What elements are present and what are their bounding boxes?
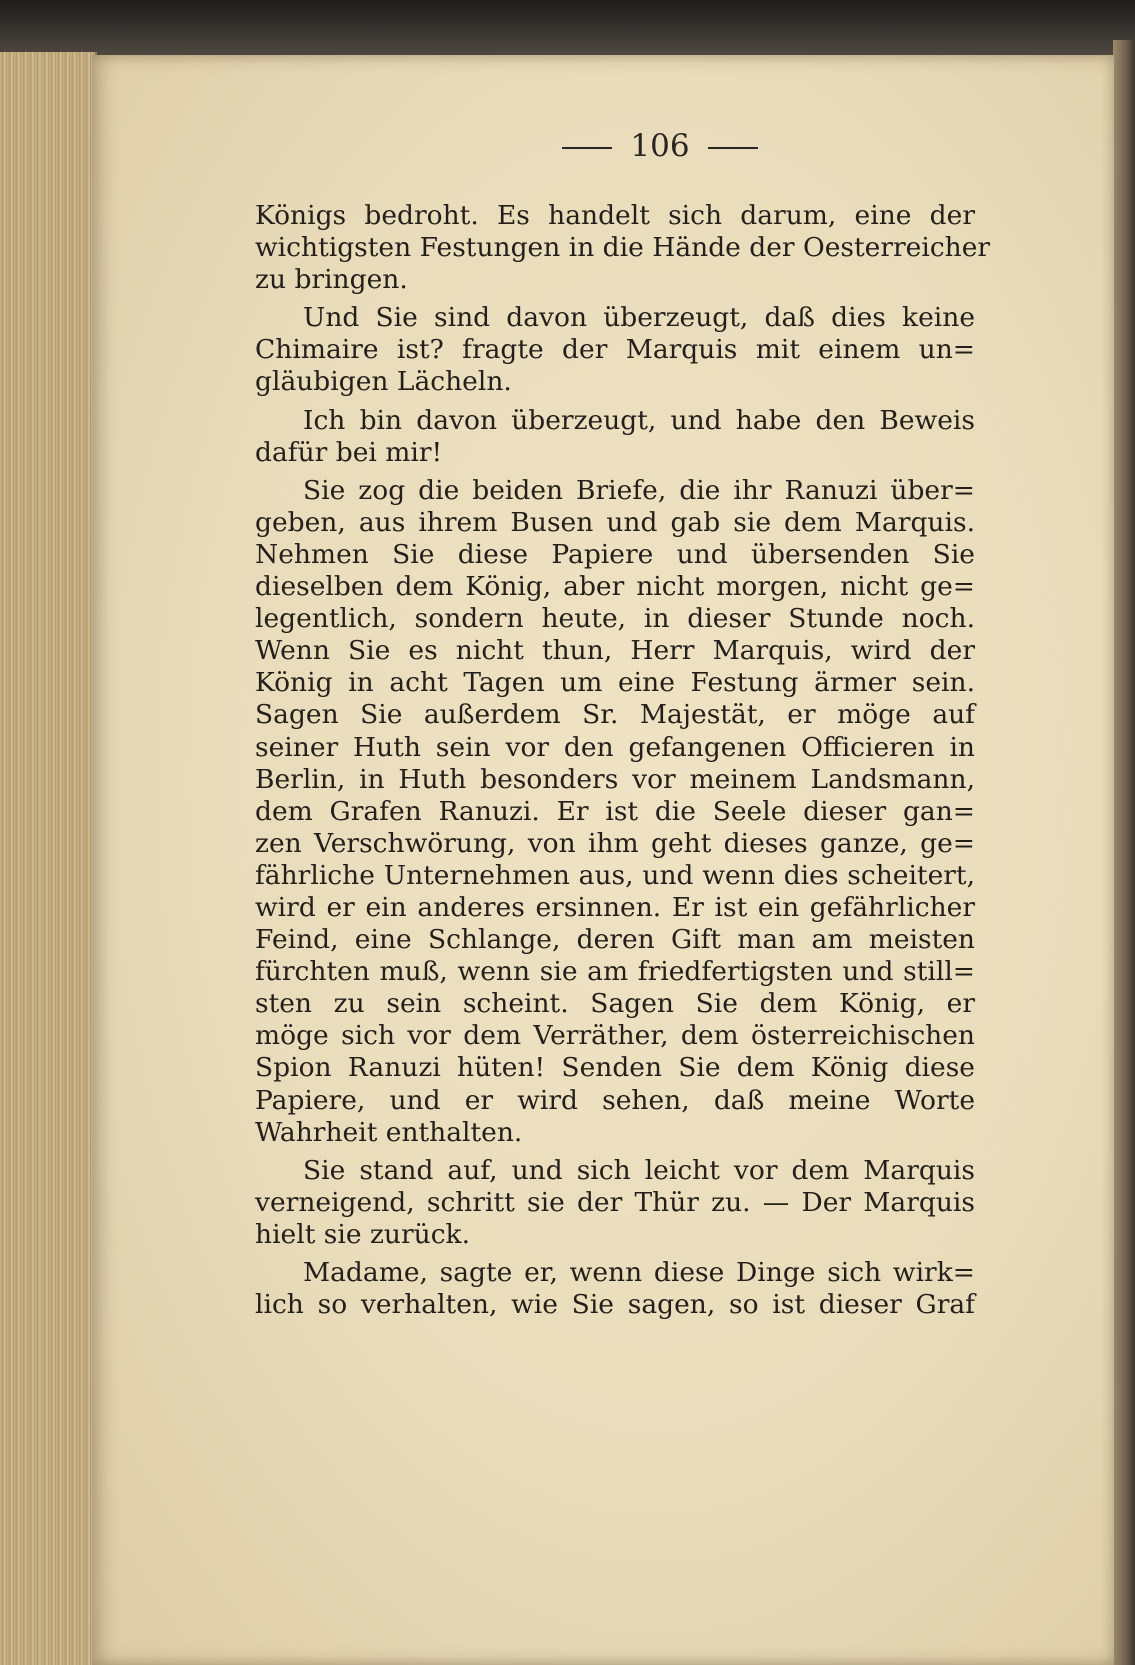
text-line: Sagen Sie außerdem Sr. Majestät, er möge auf	[255, 699, 975, 731]
text-line: wird er ein anderes ersinnen. Er ist ein gefährlicher	[255, 891, 975, 923]
paragraph	[255, 405, 975, 469]
text-line: Nehmen Sie diese Papiere und übersenden Sie	[255, 538, 975, 570]
text-line: geben, aus ihrem Busen und gab sie dem Marquis.	[255, 506, 975, 538]
text-line: zu bringen.	[255, 264, 408, 296]
text-line: Madame, sagte er, wenn diese Dinge sich wirk=	[303, 1257, 975, 1288]
paragraph	[255, 302, 975, 398]
text-line: wichtigsten Festungen in die Hände der Oesterreicher	[255, 232, 991, 264]
text-line: lich so verhalten, wie Sie sagen, so ist dieser Graf	[255, 1289, 975, 1321]
text-line: Chimaire ist? fragte der Marquis mit einem un=	[255, 334, 975, 366]
text-line: Wenn Sie es nicht thun, Herr Marquis, wird der	[255, 635, 975, 667]
text-line: Sie zog die beiden Briefe, die ihr Ranuzi über=	[303, 474, 975, 506]
text-line: Feind, eine Schlange, deren Gift man am meisten	[255, 924, 975, 956]
text-line: Ich bin davon überzeugt, und habe den Beweis	[303, 404, 975, 436]
text-line: dafür bei mir!	[255, 436, 443, 468]
text-line: Spion Ranuzi hüten! Senden Sie dem König diese	[255, 1052, 975, 1084]
text-line: zen Verschwörung, von ihm geht dieses ganze, ge=	[255, 827, 975, 859]
text-line: sten zu sein scheint. Sagen Sie dem König, er	[255, 988, 975, 1020]
paragraph	[255, 475, 975, 1149]
text-line: Papiere, und er wird sehen, daß meine Worte	[255, 1084, 975, 1116]
page-header	[540, 128, 780, 164]
text-line: legentlich, sondern heute, in dieser Stunde noch.	[255, 603, 975, 635]
page-edges-right	[1113, 40, 1135, 1665]
text-line: König in acht Tagen um eine Festung ärmer sein.	[255, 667, 975, 699]
text-line: seiner Huth sein vor den gefangenen Officieren in	[255, 731, 975, 763]
paragraph	[255, 1155, 975, 1251]
body-text	[255, 200, 991, 1327]
text-line: Königs bedroht. Es handelt sich darum, eine der	[255, 200, 975, 231]
paragraph	[255, 200, 991, 296]
book-cover-edge	[0, 0, 1135, 58]
text-line: möge sich vor dem Verräther, dem österreichischen	[255, 1020, 975, 1052]
paragraph	[255, 1257, 975, 1321]
text-line: Berlin, in Huth besonders vor meinem Landsmann,	[255, 763, 975, 795]
text-line: Und Sie sind davon überzeugt, daß dies keine	[303, 302, 975, 334]
page-edges-left	[0, 52, 97, 1665]
text-line: fürchten muß, wenn sie am friedfertigsten und still=	[255, 956, 975, 988]
page-number: 106	[630, 128, 690, 164]
text-line: verneigend, schritt sie der Thür zu. — Der Marquis	[255, 1186, 975, 1218]
text-line: fährliche Unternehmen aus, und wenn dies scheitert,	[255, 859, 975, 891]
text-line: dieselben dem König, aber nicht morgen, nicht ge=	[255, 571, 975, 603]
text-line: Wahrheit enthalten.	[255, 1116, 523, 1148]
header-dash-left	[562, 147, 612, 149]
text-line: hielt sie zurück.	[255, 1218, 471, 1250]
text-line: Sie stand auf, und sich leicht vor dem Marquis	[303, 1154, 975, 1186]
text-line: dem Grafen Ranuzi. Er ist die Seele dieser gan=	[255, 795, 975, 827]
text-line: gläubigen Lächeln.	[255, 366, 512, 398]
header-dash-right	[708, 147, 758, 149]
